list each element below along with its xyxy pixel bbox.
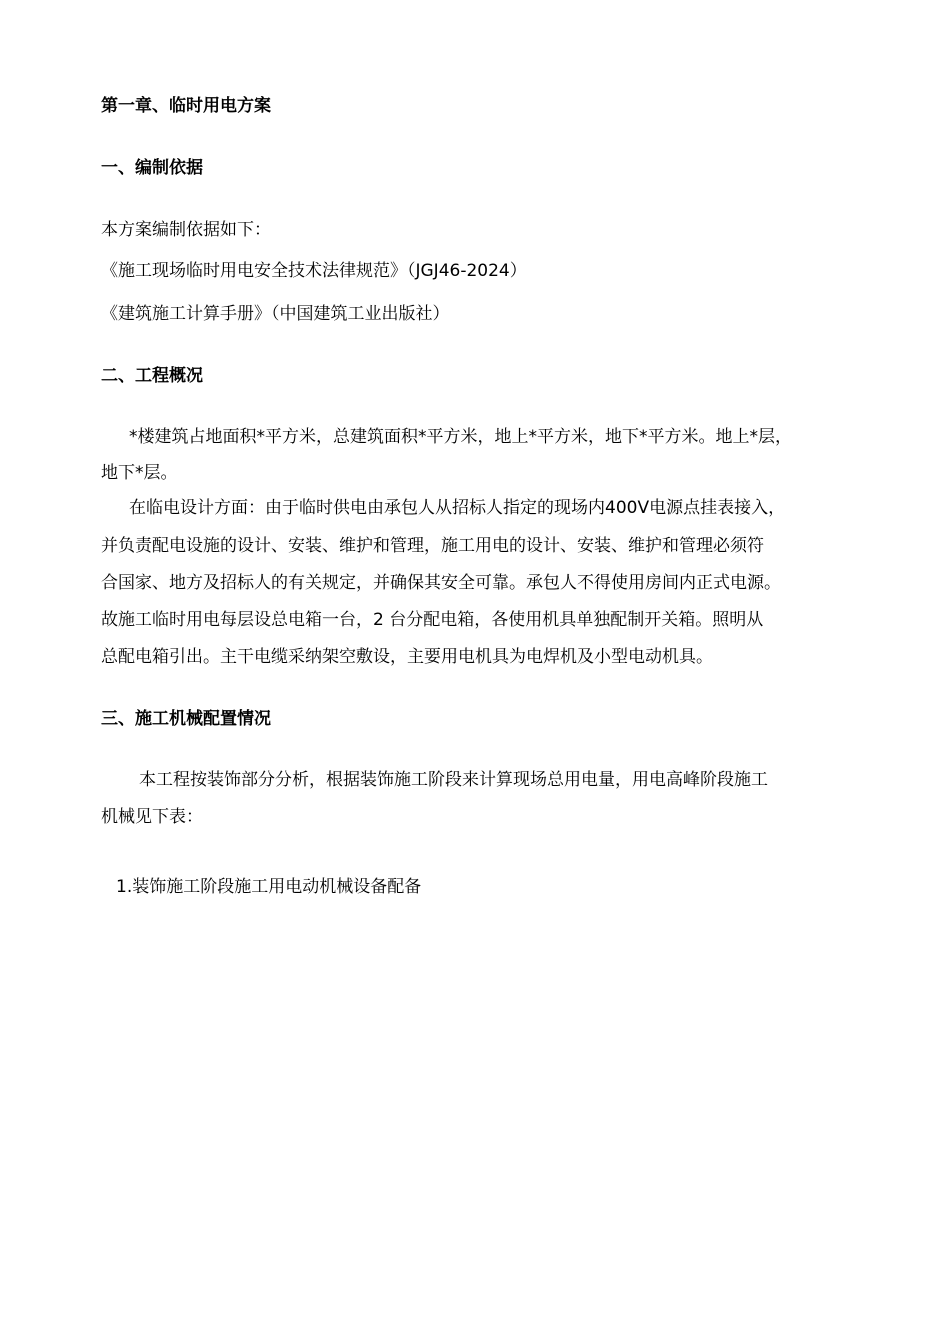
section-1-title: 一、编制依据: [101, 158, 203, 178]
power-design-paragraph-line: 总配电箱引出。主干电缆采纳架空敷设，主要用电机具为电焊机及小型电动机具。: [101, 647, 713, 667]
overview-paragraph-line: 地下*层。: [101, 463, 178, 483]
power-design-paragraph-line: 故施工临时用电每层设总电箱一台，2 台分配电箱，各使用机具单独配制开关箱。照明从: [101, 610, 764, 630]
numbered-list-item: 1.装饰施工阶段施工用电动机械设备配备: [116, 877, 422, 897]
section-2-title: 二、工程概况: [101, 366, 203, 386]
section-3-title: 三、施工机械配置情况: [101, 709, 271, 729]
power-design-paragraph-line: 并负责配电设施的设计、安装、维护和管理，施工用电的设计、安装、维护和管理必须符: [101, 536, 764, 556]
machinery-paragraph-line: 机械见下表：: [101, 807, 203, 827]
power-design-paragraph-line: 合国家、地方及招标人的有关规定，并确保其安全可靠。承包人不得使用房间内正式电源。: [101, 573, 781, 593]
reference-item: 《施工现场临时用电安全技术法律规范》（JGJ46-2024）: [101, 261, 527, 281]
reference-item: 《建筑施工计算手册》（中国建筑工业出版社）: [101, 304, 450, 324]
machinery-paragraph-line: 本工程按装饰部分分析，根据装饰施工阶段来计算现场总用电量，用电高峰阶段施工: [139, 770, 768, 790]
power-design-paragraph-line: 在临电设计方面：由于临时供电由承包人从招标人指定的现场内400V电源点挂表接入，: [129, 498, 786, 518]
section-1-intro: 本方案编制依据如下：: [101, 220, 271, 240]
chapter-title: 第一章、临时用电方案: [101, 96, 271, 116]
overview-paragraph-line: *楼建筑占地面积*平方米，总建筑面积*平方米，地上*平方米，地下*平方米。地上*层，: [129, 427, 792, 447]
